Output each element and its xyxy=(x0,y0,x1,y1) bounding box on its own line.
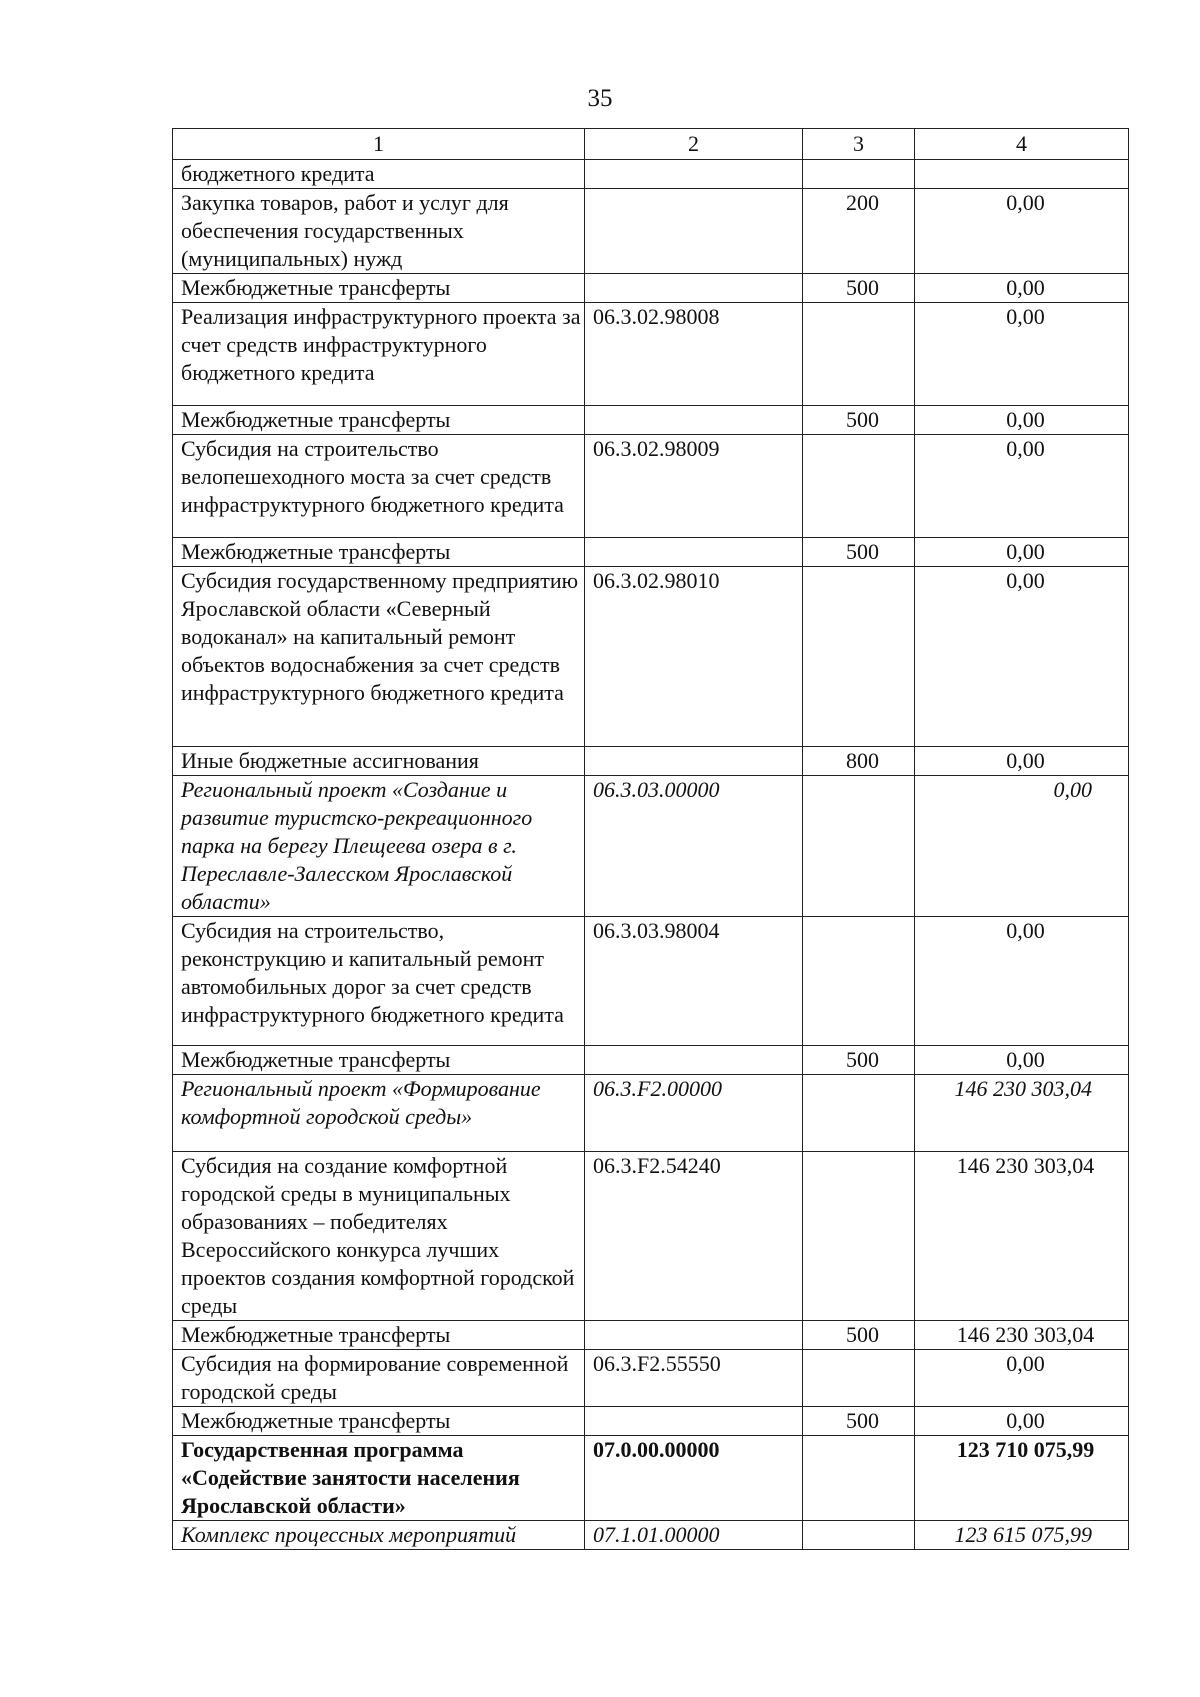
row-name-cell: Комплекс процессных мероприятий xyxy=(173,1521,585,1550)
row-amount-cell: 123 710 075,99 xyxy=(915,1436,1129,1521)
row-type-cell: 500 xyxy=(803,1407,915,1436)
row-amount-cell: 0,00 xyxy=(915,776,1129,917)
row-amount-cell: 0,00 xyxy=(915,274,1129,303)
row-amount-cell: 123 615 075,99 xyxy=(915,1521,1129,1550)
table-row xyxy=(173,1321,1129,1350)
row-name-cell: Субсидия государственному предприятию Ярославской области «Северный водоканал» на капитальный ремонт объектов водоснабжения за счет средств инфраструктурного бюджетного кредита xyxy=(173,567,585,747)
row-amount-cell: 0,00 xyxy=(915,406,1129,435)
row-code-cell xyxy=(585,538,803,567)
row-code-cell: 06.3.02.98009 xyxy=(585,435,803,538)
row-type-cell xyxy=(803,776,915,917)
row-type-cell xyxy=(803,1436,915,1521)
row-type-cell xyxy=(803,303,915,406)
table-row xyxy=(173,160,1129,189)
row-name-cell: Межбюджетные трансферты xyxy=(173,406,585,435)
row-type-cell: 500 xyxy=(803,1321,915,1350)
row-type-cell xyxy=(803,435,915,538)
row-type-cell: 500 xyxy=(803,274,915,303)
row-amount-cell: 146 230 303,04 xyxy=(915,1321,1129,1350)
row-amount-cell: 0,00 xyxy=(915,435,1129,538)
row-amount-cell: 0,00 xyxy=(915,567,1129,747)
table-row xyxy=(173,567,1129,747)
table-row xyxy=(173,1075,1129,1152)
table-row xyxy=(173,747,1129,776)
row-name-cell: Реализация инфраструктурного проекта за счет средств инфраструктурного бюджетного кредита xyxy=(173,303,585,406)
row-type-cell: 200 xyxy=(803,189,915,274)
row-code-cell: 06.3.03.98004 xyxy=(585,917,803,1046)
row-code-cell: 06.3.03.00000 xyxy=(585,776,803,917)
row-code-cell: 06.3.F2.54240 xyxy=(585,1152,803,1321)
row-type-cell xyxy=(803,160,915,189)
header-col-4: 4 xyxy=(915,129,1129,160)
table-body xyxy=(173,160,1129,1550)
row-name-cell: Межбюджетные трансферты xyxy=(173,1407,585,1436)
row-code-cell xyxy=(585,406,803,435)
row-name-cell: Межбюджетные трансферты xyxy=(173,538,585,567)
row-code-cell xyxy=(585,747,803,776)
row-type-cell xyxy=(803,567,915,747)
table-row xyxy=(173,274,1129,303)
table-row xyxy=(173,1407,1129,1436)
table-row xyxy=(173,1046,1129,1075)
row-code-cell: 06.3.02.98008 xyxy=(585,303,803,406)
row-code-cell: 07.0.00.00000 xyxy=(585,1436,803,1521)
row-amount-cell: 0,00 xyxy=(915,538,1129,567)
row-amount-cell: 0,00 xyxy=(915,189,1129,274)
table-row xyxy=(173,1152,1129,1321)
row-type-cell xyxy=(803,917,915,1046)
row-type-cell xyxy=(803,1521,915,1550)
row-code-cell: 06.3.F2.55550 xyxy=(585,1350,803,1407)
table-row xyxy=(173,189,1129,274)
row-type-cell xyxy=(803,1152,915,1321)
row-code-cell: 07.1.01.00000 xyxy=(585,1521,803,1550)
table-row xyxy=(173,917,1129,1046)
row-code-cell xyxy=(585,160,803,189)
row-code-cell: 06.3.02.98010 xyxy=(585,567,803,747)
header-col-3: 3 xyxy=(803,129,915,160)
row-name-cell: Межбюджетные трансферты xyxy=(173,274,585,303)
row-code-cell xyxy=(585,1407,803,1436)
row-amount-cell: 0,00 xyxy=(915,1046,1129,1075)
row-amount-cell: 146 230 303,04 xyxy=(915,1152,1129,1321)
table-row xyxy=(173,435,1129,538)
table-row xyxy=(173,776,1129,917)
budget-table xyxy=(172,128,1129,1550)
row-type-cell: 800 xyxy=(803,747,915,776)
row-name-cell: Субсидия на создание комфортной городской среды в муниципальных образованиях – победителях Всероссийского конкурса лучших проектов создания комфортной городской среды xyxy=(173,1152,585,1321)
row-amount-cell: 0,00 xyxy=(915,1407,1129,1436)
row-name-cell: Межбюджетные трансферты xyxy=(173,1046,585,1075)
table-row xyxy=(173,1350,1129,1407)
row-type-cell: 500 xyxy=(803,1046,915,1075)
row-name-cell: Закупка товаров, работ и услуг для обеспечения государственных (муниципальных) нужд xyxy=(173,189,585,274)
row-type-cell xyxy=(803,1075,915,1152)
page-number: 35 xyxy=(587,85,613,112)
table-row xyxy=(173,538,1129,567)
row-type-cell: 500 xyxy=(803,406,915,435)
header-row xyxy=(173,129,1129,160)
row-type-cell xyxy=(803,1350,915,1407)
row-name-cell: Субсидия на строительство велопешеходного моста за счет средств инфраструктурного бюджетного кредита xyxy=(173,435,585,538)
row-amount-cell: 146 230 303,04 xyxy=(915,1075,1129,1152)
row-type-cell: 500 xyxy=(803,538,915,567)
row-amount-cell xyxy=(915,160,1129,189)
row-code-cell xyxy=(585,274,803,303)
row-amount-cell: 0,00 xyxy=(915,917,1129,1046)
row-name-cell: Иные бюджетные ассигнования xyxy=(173,747,585,776)
row-name-cell: Межбюджетные трансферты xyxy=(173,1321,585,1350)
row-amount-cell: 0,00 xyxy=(915,303,1129,406)
table-row xyxy=(173,406,1129,435)
row-code-cell xyxy=(585,1046,803,1075)
row-name-cell: Региональный проект «Создание и развитие туристско-рекреационного парка на берегу Плещеева озера в г. Переславле-Залесском Ярославской области» xyxy=(173,776,585,917)
row-code-cell xyxy=(585,189,803,274)
row-name-cell: Государственная программа «Содействие занятости населения Ярославской области» xyxy=(173,1436,585,1521)
row-name-cell: Региональный проект «Формирование комфортной городской среды» xyxy=(173,1075,585,1152)
header-col-1: 1 xyxy=(173,129,585,160)
row-name-cell: Субсидия на строительство, реконструкцию и капитальный ремонт автомобильных дорог за счет средств инфраструктурного бюджетного кредита xyxy=(173,917,585,1046)
row-name-cell: Субсидия на формирование современной городской среды xyxy=(173,1350,585,1407)
row-code-cell: 06.3.F2.00000 xyxy=(585,1075,803,1152)
row-amount-cell: 0,00 xyxy=(915,1350,1129,1407)
row-name-cell: бюджетного кредита xyxy=(173,160,585,189)
row-code-cell xyxy=(585,1321,803,1350)
row-amount-cell: 0,00 xyxy=(915,747,1129,776)
table-row xyxy=(173,303,1129,406)
header-col-2: 2 xyxy=(585,129,803,160)
table-row xyxy=(173,1521,1129,1550)
table-row xyxy=(173,1436,1129,1521)
